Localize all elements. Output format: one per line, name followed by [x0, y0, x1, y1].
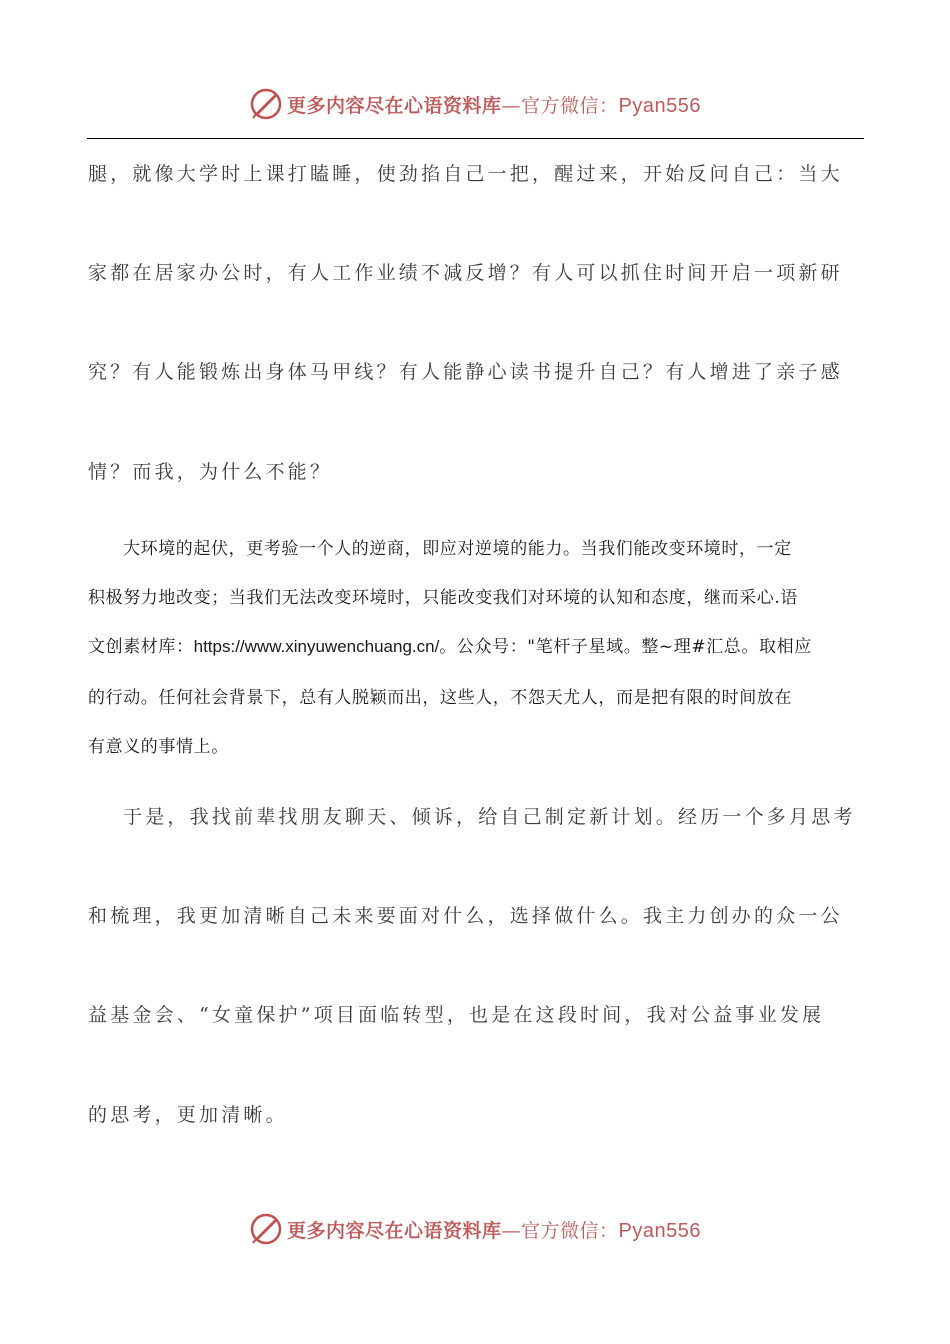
- footer-wechat-id: Pyan556: [618, 1219, 701, 1242]
- header-brand: 更多内容尽在心语资料库: [287, 94, 502, 117]
- footer-brand: 更多内容尽在心语资料库: [287, 1219, 502, 1242]
- p3-line-3: 益基金会、“女童保护”项目面临转型，也是在这段时间，我对公益事业发展: [88, 1004, 825, 1026]
- p1-line-4: 情？而我，为什么不能？: [88, 461, 333, 483]
- footer-dash: —: [501, 1219, 522, 1242]
- p2-line-3: [88, 632, 863, 657]
- quill-logo-icon: [249, 1212, 283, 1246]
- p2-line-4: 的行动。任何社会背景下，总有人脱颖而出，这些人，不怨天尤人，而是把有限的时间放在: [88, 688, 792, 708]
- p2-url: https://www.xinyuwenchuang.cn/: [193, 637, 440, 656]
- footer-banner-text: [287, 1216, 701, 1243]
- header-rule: [87, 138, 864, 139]
- header-banner-text: [287, 91, 701, 118]
- header-dash: —: [501, 94, 522, 117]
- p2-line-3-b: 。公众号："笔杆子星域。整~理#汇总。取相应: [439, 637, 812, 657]
- header-wechat-id: Pyan556: [618, 94, 701, 117]
- header-official: 官方微信：: [521, 94, 619, 117]
- footer-banner: [0, 1209, 950, 1249]
- p2-line-1: 大环境的起伏，更考验一个人的逆商，即应对逆境的能力。当我们能改变环境时，一定: [123, 539, 792, 559]
- p1-line-1: 腿，就像大学时上课打瞌睡，使劲掐自己一把，醒过来，开始反问自己：当大: [88, 163, 843, 185]
- p3-line-1: 于是，我找前辈找朋友聊天、倾诉，给自己制定新计划。经历一个多月思考: [123, 806, 856, 828]
- p3-line-4: 的思考，更加清晰。: [88, 1104, 288, 1126]
- p2-line-3-a: 文创素材库：: [88, 637, 194, 657]
- p1-line-2: 家都在居家办公时，有人工作业绩不减反增？有人可以抓住时间开启一项新研: [88, 262, 843, 284]
- footer-official: 官方微信：: [521, 1219, 619, 1242]
- p2-line-5: 有意义的事情上。: [88, 737, 229, 757]
- p3-line-2: 和梳理，我更加清晰自己未来要面对什么，选择做什么。我主力创办的众一公: [88, 905, 843, 927]
- p1-line-3: 究？有人能锻炼出身体马甲线？有人能静心读书提升自己？有人增进了亲子感: [88, 361, 843, 383]
- quill-logo-icon: [249, 87, 283, 121]
- header-banner: [0, 84, 950, 124]
- p2-line-2: 积极努力地改变；当我们无法改变环境时，只能改变我们对环境的认知和态度，继而采心.语: [88, 588, 799, 608]
